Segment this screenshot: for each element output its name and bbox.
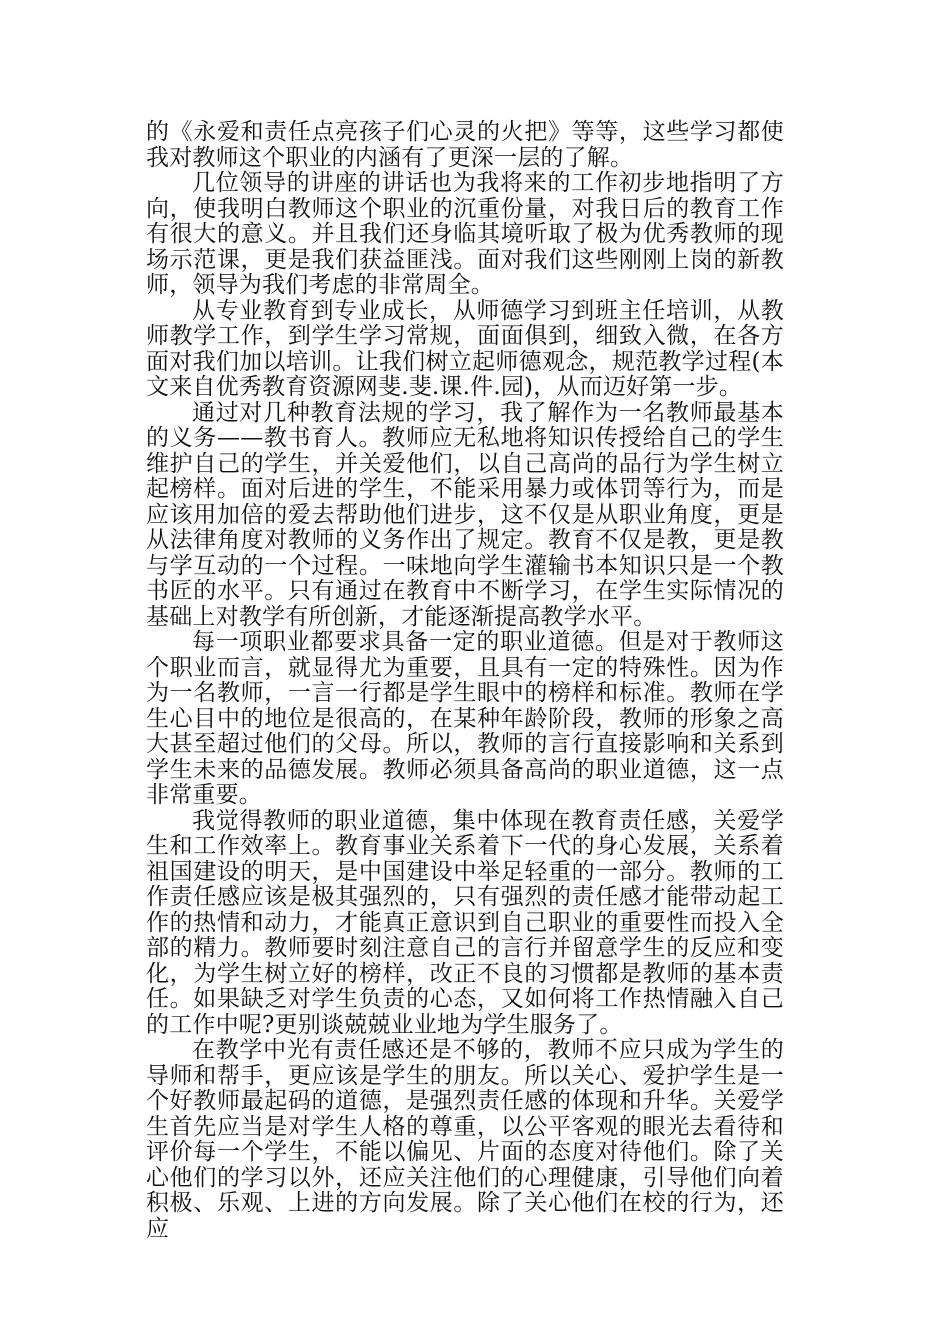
paragraph: 在教学中光有责任感还是不够的，教师不应只成为学生的导师和帮手，更应该是学生的朋友。所以关心、爱护学生是一个好教师最起码的道德，是强烈责任感的体现和升华。关爱学生首先应当是对学生人格的尊重，以公平客观的眼光去看待和评价每一个学生，不能以偏见、片面的态度对待他们。除了关心他们的学习以外，还应关注他们的心理健康，引导他们向着积极、乐观、上进的方向发展。除了关心他们在校的行为，还应: [146, 1037, 784, 1242]
paragraph: 我觉得教师的职业道德，集中体现在教育责任感，关爱学生和工作效率上。教育事业关系着下一代的身心发展，关系着祖国建设的明天，是中国建设中举足轻重的一部分。教师的工作责任感应该是极其强烈的，只有强烈的责任感才能带动起工作的热情和动力，才能真正意识到自己职业的重要性而投入全部的精力。教师要时刻注意自己的言行并留意学生的反应和变化，为学生树立好的榜样，改正不良的习惯都是教师的基本责任。如果缺乏对学生负责的心态，又如何将工作热情融入自己的工作中呢?更别谈兢兢业业地为学生服务了。: [146, 807, 784, 1038]
paragraph: 通过对几种教育法规的学习，我了解作为一名教师最基本的义务——教书育人。教师应无私地将知识传授给自己的学生维护自己的学生，并关爱他们，以自己高尚的品行为学生树立起榜样。面对后进的学生，不能采用暴力或体罚等行为，而是应该用加倍的爱去帮助他们进步，这不仅是从职业角度，更是从法律角度对教师的义务作出了规定。教育不仅是教，更是教与学互动的一个过程。一味地向学生灌输书本知识只是一个教书匠的水平。只有通过在教育中不断学习，在学生实际情况的基础上对教学有所创新，才能逐渐提高教学水平。: [146, 399, 784, 630]
paragraph: 每一项职业都要求具备一定的职业道德。但是对于教师这个职业而言，就显得尤为重要，且具有一定的特殊性。因为作为一名教师，一言一行都是学生眼中的榜样和标准。教师在学生心目中的地位是很高的，在某种年龄阶段，教师的形象之高大甚至超过他们的父母。所以，教师的言行直接影响和关系到学生未来的品德发展。教师必须具备高尚的职业道德，这一点非常重要。: [146, 629, 784, 808]
article-body: [146, 120, 784, 1242]
paragraph: 从专业教育到专业成长，从师德学习到班主任培训，从教师教学工作，到学生学习常规，面面俱到，细致入微，在各方面对我们加以培训。让我们树立起师德观念，规范教学过程(本文来自优秀教育资源网斐.斐.课.件.园)，从而迈好第一步。: [146, 297, 784, 400]
paragraph-continuation: 的《永爱和责任点亮孩子们心灵的火把》等等，这些学习都使我对教师这个职业的内涵有了更深一层的了解。: [146, 119, 784, 171]
paragraph: 几位领导的讲座的讲话也为我将来的工作初步地指明了方向，使我明白教师这个职业的沉重份量，对我日后的教育工作有很大的意义。并且我们还身临其境听取了极为优秀教师的现场示范课，更是我们获益匪浅。面对我们这些刚刚上岗的新教师，领导为我们考虑的非常周全。: [146, 170, 784, 298]
